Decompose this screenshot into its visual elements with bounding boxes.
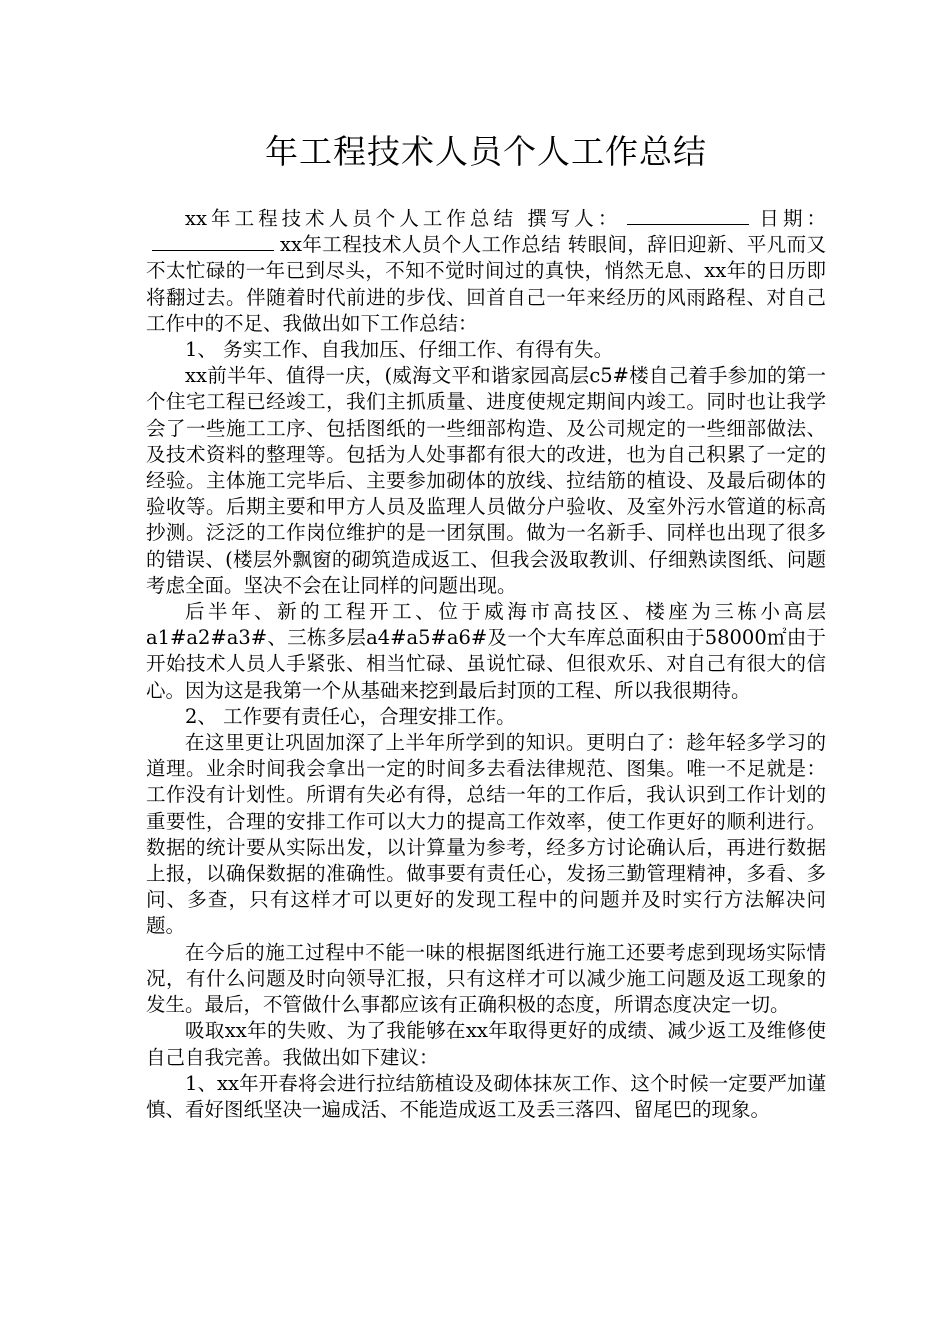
intro-text: xx年工程技术人员个人工作总结 转眼间，辞旧迎新、平凡而又不太忙碌的一年已到尽头，不知不觉时间过的真快，悄然无息、xx年的日历即将翻过去。伴随着时代前进的步伐、回首自己一年来经历的风雨路程、对自己工作中的不足、我做出如下工作总结： (146, 233, 826, 335)
document-body (146, 206, 826, 1123)
paragraph-6: 在今后的施工过程中不能一味的根据图纸进行施工还要考虑到现场实际情况，有什么问题及时向领导汇报，只有这样才可以减少施工问题及返工现象的发生。最后，不管做什么事都应该有正确积极的态度，所谓态度决定一切。 (146, 940, 826, 1017)
paragraph-3: 后半年、新的工程开工、位于威海市高技区、楼座为三栋小高层a1#a2#a3#、三栋多层a4#a5#a6#及一个大车库总面积由于58000㎡由于开始技术人员人手紧张、相当忙碌、虽说忙碌、但很欢乐、对自己有很大的信心。因为这是我第一个从基础来挖到最后封顶的工程、所以我很期待。 (146, 600, 826, 702)
header-paragraph (146, 206, 826, 337)
date-blank (152, 249, 274, 251)
paragraph-1: 1、 务实工作、自我加压、仔细工作、有得有失。 (185, 338, 614, 362)
document-title: 年工程技术人员个人工作总结 (265, 132, 707, 171)
author-blank (627, 223, 749, 225)
header-lead: xx年工程技术人员个人工作总结 撰写人： (185, 207, 622, 230)
date-label: 日期： (755, 207, 826, 230)
paragraph-4: 2、 工作要有责任心，合理安排工作。 (185, 704, 516, 728)
paragraph-2: xx前半年、值得一庆，(威海文平和谐家园高层c5#楼自己着手参加的第一个住宅工程已经竣工，我们主抓质量、进度使规定期间内竣工。同时也让我学会了一些施工工序、包括图纸的一些细部构造、及公司规定的一些细部做法、及技术资料的整理等。包括为人处事都有很大的改进，也为自己积累了一定的经验。主体施工完毕后、主要参加砌体的放线、拉结筋的植设、及最后砌体的验收等。后期主要和甲方人员及监理人员做分户验收、及室外污水管道的标高抄测。泛泛的工作岗位维护的是一团氛围。做为一名新手、同样也出现了很多的错误、(楼层外飘窗的砌筑造成返工、但我会汲取教训、仔细熟读图纸、问题考虑全面。坚决不会在让同样的问题出现。 (146, 364, 826, 597)
paragraph-7: 吸取xx年的失败、为了我能够在xx年取得更好的成绩、减少返工及维修使自己自我完善。我做出如下建议： (146, 1019, 826, 1069)
paragraph-8: 1、xx年开春将会进行拉结筋植设及砌体抹灰工作、这个时候一定要严加谨慎、看好图纸坚决一遍成活、不能造成返工及丢三落四、留尾巴的现象。 (146, 1071, 826, 1121)
document-page (146, 128, 826, 1123)
paragraph-5: 在这里更让巩固加深了上半年所学到的知识。更明白了：趁年轻多学习的道理。业余时间我会拿出一定的时间多去看法律规范、图集。唯一不足就是：工作没有计划性。所谓有失必有得，总结一年的工作后，我认识到工作计划的重要性，合理的安排工作可以大力的提高工作效率，使工作更好的顺利进行。数据的统计要从实际出发，以计算量为参考，经多方讨论确认后，再进行数据上报，以确保数据的准确性。做事要有责任心，发扬三勤管理精神，多看、多问、多查，只有这样才可以更好的发现工程中的问题并及时实行方法解决问题。 (146, 731, 826, 938)
